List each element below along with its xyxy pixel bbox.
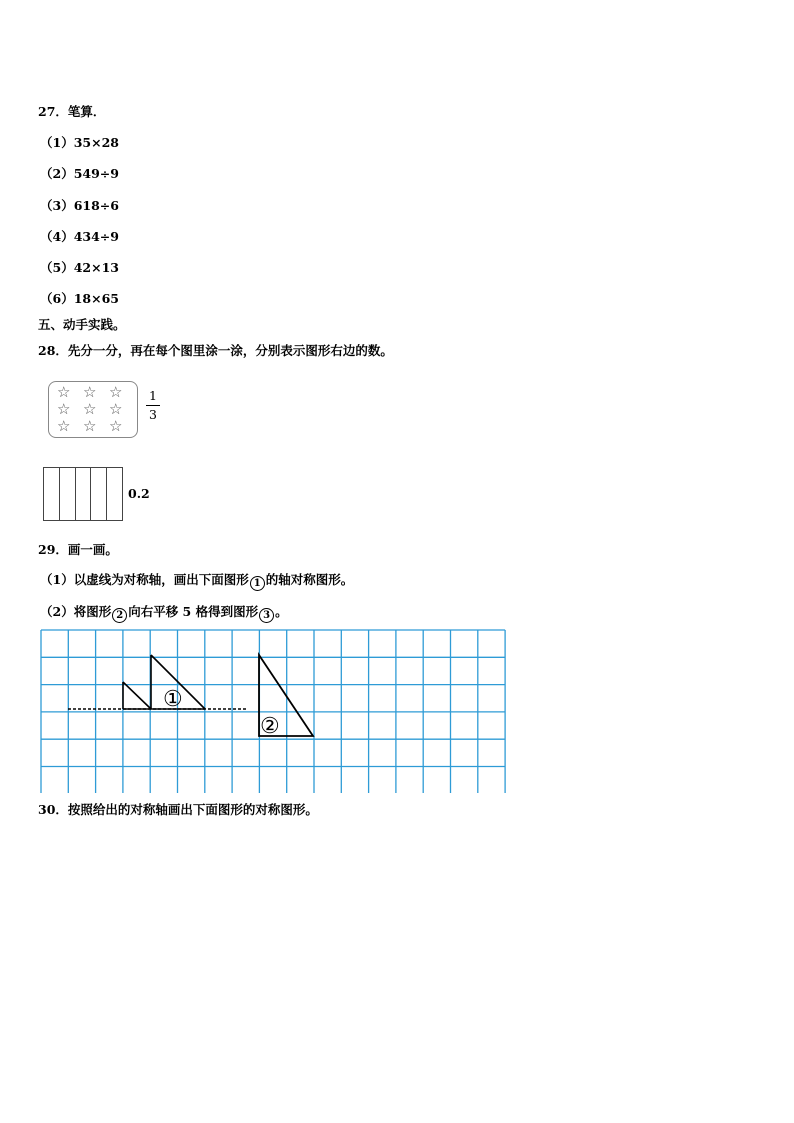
q27-item-5: （5）42×13 xyxy=(40,260,119,275)
fraction-numerator: 1 xyxy=(149,388,157,403)
star-icon: ☆ xyxy=(57,400,71,418)
fraction-one-third xyxy=(146,388,160,422)
section-five-title: 五、动手实践。 xyxy=(38,317,126,332)
q27-item-3: （3）618÷6 xyxy=(40,198,119,213)
q27-title: 27．笔算． xyxy=(38,104,106,119)
strip-cell xyxy=(107,468,122,520)
star-icon: ☆ xyxy=(109,417,123,435)
q28-title: 28．先分一分，再在每个图里涂一涂，分别表示图形右边的数。 xyxy=(38,343,393,358)
star-icon: ☆ xyxy=(83,383,97,401)
q27-item-4: （4）434÷9 xyxy=(40,229,119,244)
q29-item-2 xyxy=(40,604,288,623)
star-box xyxy=(48,381,138,438)
grid-svg xyxy=(40,629,508,793)
star-icon: ☆ xyxy=(57,383,71,401)
q29-item-1-text-a: （1）以虚线为对称轴，画出下面图形 xyxy=(40,572,249,587)
circled-number-two: 2 xyxy=(112,608,127,623)
strip-label: 0.2 xyxy=(128,486,150,501)
divided-strip xyxy=(43,467,123,521)
q30-title: 30．按照给出的对称轴画出下面图形的对称图形。 xyxy=(38,802,318,817)
star-icon: ☆ xyxy=(109,400,123,418)
q29-item-2-text-a: （2）将图形 xyxy=(40,604,112,619)
q27-item-6: （6）18×65 xyxy=(40,291,119,306)
grid-lines xyxy=(41,630,505,793)
shape-2-label: ② xyxy=(260,714,280,739)
shape-1-label: ① xyxy=(163,687,183,712)
shape-1-small-edge xyxy=(123,682,151,709)
strip-cell xyxy=(91,468,107,520)
circled-number-one: 1 xyxy=(250,576,265,591)
star-icon: ☆ xyxy=(109,383,123,401)
strip-cell xyxy=(76,468,92,520)
star-icon: ☆ xyxy=(57,417,71,435)
star-icon: ☆ xyxy=(83,417,97,435)
star-grid xyxy=(57,384,133,435)
fraction-denominator: 3 xyxy=(149,407,157,422)
q29-item-2-text-b: 向右平移 5 格得到图形 xyxy=(128,604,259,619)
q29-item-2-text-c: 。 xyxy=(275,604,288,619)
circled-number-three: 3 xyxy=(259,608,274,623)
q27-item-2: （2）549÷9 xyxy=(40,166,119,181)
star-icon: ☆ xyxy=(83,400,97,418)
q29-item-1 xyxy=(40,572,353,591)
q27-item-1: （1）35×28 xyxy=(40,135,119,150)
strip-cell xyxy=(44,468,60,520)
q29-title: 29．画一画。 xyxy=(38,542,118,557)
strip-cell xyxy=(60,468,76,520)
drawing-grid xyxy=(40,629,508,797)
fraction-bar xyxy=(146,405,160,406)
q29-item-1-text-b: 的轴对称图形。 xyxy=(265,572,354,587)
